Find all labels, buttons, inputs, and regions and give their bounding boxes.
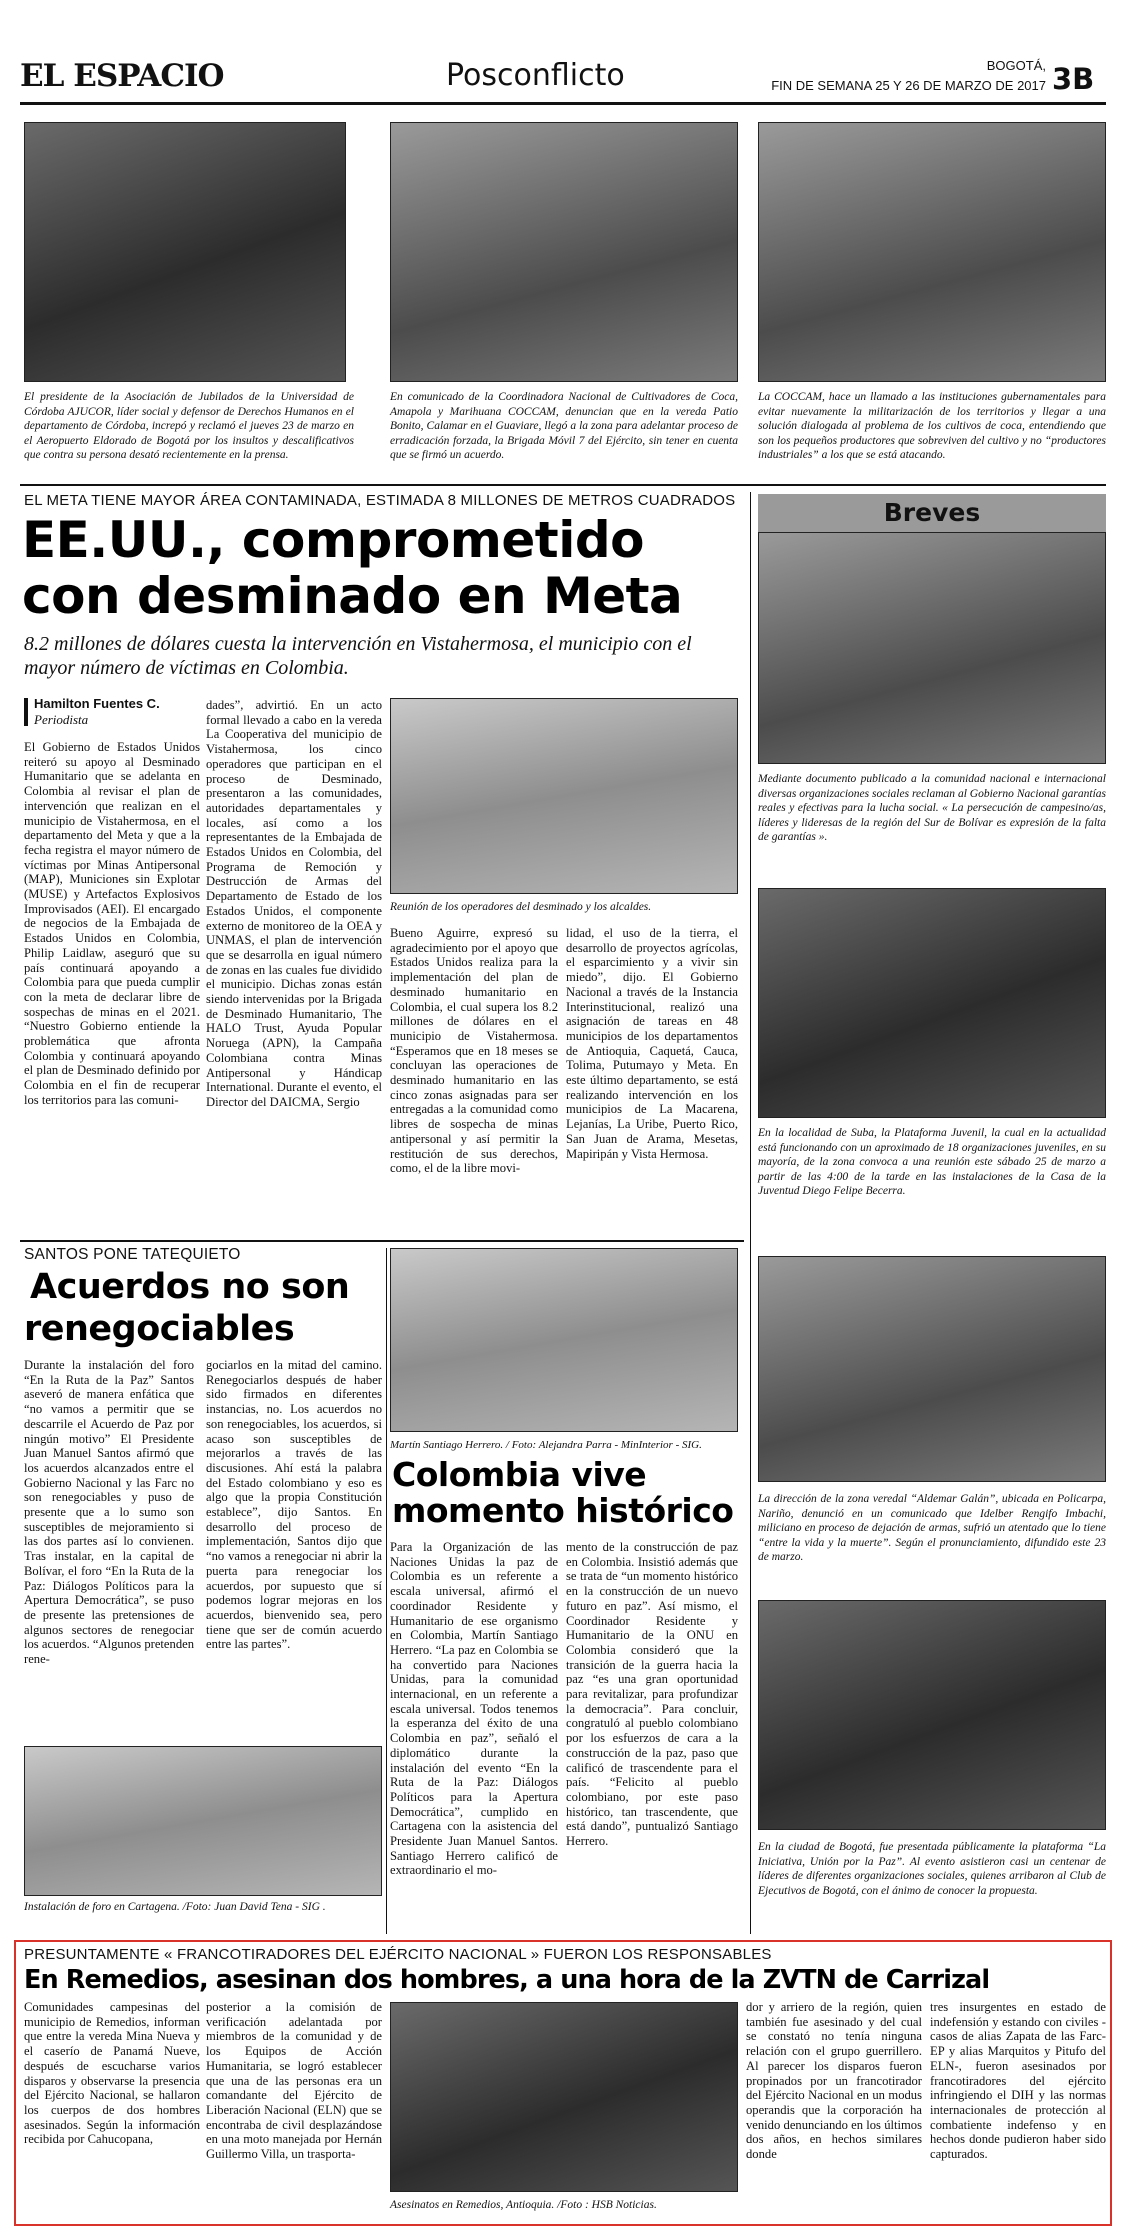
iniciativa-event-photo bbox=[758, 1600, 1106, 1830]
remedios-col-3: dor y arriero de la región, quien también fue asesinado y del cual se constató no tenía ninguna relación con el grupo guerrillero. Al parecer los disparos fueron propinados por un francotirador del Ejército Nacional en un modus operandis que la corporación ha venido denunciando en los últimos dos años, en hechos similares donde bbox=[746, 2000, 922, 2162]
meta-photo-caption: Reunión de los operadores del desminado y los alcaldes. bbox=[390, 901, 652, 913]
remedios-photo-caption: Asesinatos en Remedios, Antioquia. /Foto : HSB Noticias. bbox=[390, 2199, 657, 2211]
policarpa-church-photo bbox=[758, 1256, 1106, 1482]
santos-kicker: SANTOS PONE TATEQUIETO bbox=[24, 1246, 241, 1263]
remedios-crime-scene-photo bbox=[390, 2002, 738, 2192]
colombia-col-1: Para la Organización de las Naciones Unidas la paz de Colombia es un referente a escala universal, afirmó el coordinador Residente y Humanitario de ese organismo en Colombia, Martín Santiago Herrero. “La paz en Colombia se ha convertido para Naciones Unidas, para la comunidad internacional, en un referente a escala universal. Todos tenemos la esperanza del éxito de una Colombia en paz”, señaló el diplomático durante la instalación del evento “En la Ruta de la Paz: Diálogos Políticos para la Apertura Democrática”, cumplido en Cartagena con la asistencia del Presidente Juan Manuel Santos. Santiago Herrero calificó de extraordinario el mo- bbox=[390, 1540, 558, 1878]
breves-caption-4: En la ciudad de Bogotá, fue presentada públicamente la plataforma “La Iniciativa, Unión por la Paz”. Al evento asistieron casi un centenar de líderes de diferentes organizaciones sociales, quienes arribaron al Club de Ejecutivos de Bogotá, con el ánimo de conocer la propuesta. bbox=[758, 1841, 1106, 1897]
suba-youth-photo bbox=[758, 888, 1106, 1118]
masthead-brand: EL ESPACIO bbox=[20, 58, 224, 94]
remedios-col-2: posterior a la comisión de verificación adelantada por miembros de la comunidad y de los Equipos de Acción Humanitaria, se logró establecer que una de las personas era un comandante del Ejército de Liberación Nacional (ELN) que se encontraba de civil desplazándose en una moto manejada por Hernán Guillermo Villa, un trasporta- bbox=[206, 2000, 382, 2162]
remedios-col-1: Comunidades campesinas del municipio de Remedios, informan que entre la vereda Mina Nueva y el caserío de Panamá Nueve, después de escucharse varios disparos y observarse la presencia del Ejército Nacional, se hallaron los cuerpos de dos hombres asesinados. Según la información recibida por Cahucopana, bbox=[24, 2000, 200, 2147]
remedios-kicker: PRESUNTAMENTE « FRANCOTIRADORES DEL EJÉRCITO NACIONAL » FUERON LOS RESPONSABLES bbox=[24, 1946, 772, 1963]
meta-col-1: El Gobierno de Estados Unidos reiteró su apoyo al Desminado Humanitario que se adelanta en Colombia al revisar el plan de intervención que realizan en el municipio de Vistahermosa, en el departamento del Meta y que a la fecha registra el mayor número de víctimas por Minas Antipersonal (MAP), Municiones sin Explotar (MUSE) y Artefactos Explosivos Improvisados (AEI). El encargado de negocios de la Embajada de Estados Unidos en Colombia, Philip Laidlaw, aseguró que su país continuará apoyando a Colombia para que pueda cumplir con la meta de declarar libre de sospechas de minas en el 2021. “Nuestro Gobierno entiende la problemática que afronta Colombia y continuará apoyando el plan de Desminado definido por Colombia en el fin de recuperar los territorios para las comuni- bbox=[24, 740, 200, 1107]
page-number: 3B bbox=[1052, 62, 1095, 96]
top-caption-1: El presidente de la Asociación de Jubilados de la Universidad de Córdoba AJUCOR, líder social y defensor de Derechos Humanos en el departamento de Córdoba, increpó y reclamó el jueves 23 de marzo en el Aeropuerto Eldorado de Bogotá por los insultos y descalificativos que contra su persona desató recientemente en la prensa. bbox=[24, 391, 354, 461]
social-organizations-photo bbox=[758, 532, 1106, 764]
colombia-headline-1: Colombia vive bbox=[392, 1455, 647, 1494]
santos-photo-caption: Instalación de foro en Cartagena. /Foto: Juan David Tena - SIG . bbox=[24, 1901, 326, 1913]
meta-col-2: dades”, advirtió. En un acto formal llevado a cabo en la vereda La Cooperativa del municipio de Vistahermosa, los cinco operadores que participan en el proceso de Desminado, presentaron a las comunidades, autoridades departamentales y locales, así como a los representantes de la Embajada de Estados Unidos en Colombia, del Programa de Remoción y Destrucción de Armas del Departamento de Estado de los Estados Unidos, el componente externo de monitoreo de la OEA y UNMAS, el plan de intervención que se desarrolla en igual número de zonas en las cuales fue dividido el municipio. Dichas zonas están siendo intervenidas por la Brigada de Desminado Humanitario, The HALO Trust, Ayuda Popular Noruega (APN), la Campaña Colombiana contra Minas Antipersonal y Hándicap International. Durante el evento, el Director del DAICMA, Sergio bbox=[206, 698, 382, 1109]
section-title: Posconflicto bbox=[446, 58, 625, 93]
breves-title: Breves bbox=[883, 498, 981, 527]
masthead-city: BOGOTÁ, bbox=[986, 58, 1046, 73]
meta-col-4: lidad, el uso de la tierra, el desarrollo de proyectos agrícolas, el esparcimiento y a vivir sin miedo”, dijo. El Gobierno Nacional a través de la Instancia Interinstitucional, realizó una asignación de tareas en 48 municipios de los departamentos de Antioquia, Caquetá, Cauca, Tolima, Putumayo y Meta. En este último departamento, se está realizando intervención en los municipios de La Macarena, Lejanías, La Uribe, Puerto Rico, San Juan de Arama, Mesetas, Mapiripán y Vista Hermosa. bbox=[566, 926, 738, 1161]
meta-headline-1: EE.UU., comprometido bbox=[22, 511, 644, 569]
meta-author: Hamilton Fuentes C. bbox=[34, 696, 160, 711]
santos-col-2: gociarlos en la mitad del camino. Renegociarlos después de haber sido firmados en diferentes instancias, no. Los acuerdos no son renegociables, los acuerdos, si acaso son susceptibles de mejorarlos a través de las discusiones. Ahí está la palabra del Estado colombiano y eso es algo que la propia Constitución establece”, dijo Santos. En desarrollo del proceso de implementación, Santos dijo que “no vamos a renegociar ni abrir la puerta para renegociar los acuerdos, por supuesto que sí podemos lograr mejoras en los acuerdos, bienvenido sea, pero tiene que ser de común acuerdo entre las partes”. bbox=[206, 1358, 382, 1652]
meta-author-role: Periodista bbox=[34, 712, 89, 727]
colombia-headline-2: momento histórico bbox=[392, 1491, 734, 1530]
santos-headline-2: renegociables bbox=[24, 1309, 295, 1349]
ajucor-leader-photo bbox=[24, 122, 346, 382]
coca-farmer-photo bbox=[390, 122, 738, 382]
meta-col-3: Bueno Aguirre, expresó su agradecimiento por el apoyo que Estados Unidos realiza para la implementación del plan de desminado humanitario en Colombia, el cual supera los 8.2 millones de dólares en el municipio de Vistahermosa. “Esperamos que en 18 meses se concluyan las operaciones de desminado humanitario en las cinco zonas asignadas para ser entregadas a la comunidad como libres de sospecha de minas antipersonal y así permitir la restitución de sus derechos, como, el de la libre movi- bbox=[390, 926, 558, 1176]
top-caption-2: En comunicado de la Coordinadora Nacional de Cultivadores de Coca, Amapola y Marihuana COCCAM, denuncian que en la vereda Patio Bonito, Calamar en el Guaviare, llegó a la zona para adelantar proceso de erradicación forzada, la Brigada Móvil 7 del Ejército, sin tener en cuenta que se firmó un acuerdo. bbox=[390, 391, 738, 461]
demining-meeting-photo bbox=[390, 698, 738, 894]
breves-caption-2: En la localidad de Suba, la Plataforma Juvenil, la cual en la actualidad está funcionando con un aproximado de 18 organizaciones juveniles, en su mayoría, de la zona convoca a una reunión este sábado 25 de marzo a partir de las 4:00 de la tarde en las instalaciones de la Casa de la Juventud Diego Felipe Becerra. bbox=[758, 1127, 1106, 1197]
top-section-rule bbox=[20, 484, 1106, 486]
santos-rule bbox=[20, 1240, 744, 1242]
meta-deck: 8.2 millones de dólares cuesta la intervención en Vistahermosa, el municipio con el mayor número de víctimas en Colombia. bbox=[24, 633, 692, 679]
author-bar bbox=[24, 698, 28, 726]
remedios-headline: En Remedios, asesinan dos hombres, a una hora de la ZVTN de Carrizal bbox=[24, 1965, 990, 1995]
top-caption-3: La COCCAM, hace un llamado a las instituciones gubernamentales para evitar nuevamente la militarización de los territorios y llegar a una solución dialogada al problema de los cultivos de coca, entendiendo que son los pequeños productores que sobreviven del cultivo y no “productores industriales” a los que se está atacando. bbox=[758, 391, 1106, 461]
meta-kicker: EL META TIENE MAYOR ÁREA CONTAMINADA, ESTIMADA 8 MILLONES DE METROS CUADRADOS bbox=[24, 492, 736, 509]
masthead-rule bbox=[20, 102, 1106, 105]
masthead-date: FIN DE SEMANA 25 Y 26 DE MARZO DE 2017 bbox=[771, 78, 1046, 93]
breves-caption-1: Mediante documento publicado a la comunidad nacional e internacional diversas organizaciones sociales reclaman al Gobierno Nacional garantías reales y efectivas para la lucha social. « La persecución de campesino/as, líderes y lideresas de la región del Sur de Bolívar es expresión de la falta de garantías ». bbox=[758, 773, 1106, 843]
colombia-photo-caption: Martín Santiago Herrero. / Foto: Alejandra Parra - MinInterior - SIG. bbox=[390, 1439, 702, 1451]
colombia-col-2: mento de la construcción de paz en Colombia. Insistió además que se trata de “un momento histórico en la construcción de un nuevo futuro en paz”. Así mismo, el Coordinador Residente y Humanitario de la ONU en Colombia consideró que la transición de la guerra hacia la paz “es una gran oportunidad para revitalizar, para profundizar la democracia”. Para concluir, congratuló al pueblo colombiano por los esfuerzos de cara a la construcción de la paz, paso que calificó de trascendente para el país. “Felicito al pueblo colombiano, por este paso histórico, tan trascendente, que está dando”, puntualizó Santiago Herrero. bbox=[566, 1540, 738, 1849]
coca-leaves-photo bbox=[758, 122, 1106, 382]
breves-caption-3: La dirección de la zona veredal “Aldemar Galán”, ubicada en Policarpa, Nariño, denunció en un comunicado que Idelber Rengifo Imbachi, miliciano en proceso de dejación de armas, sufrió un atentado que lo tiene “entre la vida y la muerte”. Según el pronunciamiento, difundido este 23 de marzo. bbox=[758, 1493, 1106, 1563]
santos-headline-1: Acuerdos no son bbox=[30, 1267, 350, 1307]
colombia-divider bbox=[386, 1248, 387, 1934]
meta-headline-2: con desminado en Meta bbox=[22, 567, 683, 625]
santos-col-1: Durante la instalación del foro “En la Ruta de la Paz” Santos aseveró de manera enfática que “no vamos a permitir que se descarrile el Acuerdo de Paz por ningún motivo” El Presidente Juan Manuel Santos afirmó que los acuerdos alcanzados entre el Gobierno Nacional y las Farc no son renegociables y puso de presente que a lo sumo son susceptibles de mejoramiento si las dos partes así lo convienen. Tras instalar, en la capital de Bolívar, el foro “En la Ruta de la Paz: Diálogos Políticos para la Apertura Democrática”, se puso de presente las pretensiones de algunos sectores de renegociar los acuerdos. “Algunos pretenden rene- bbox=[24, 1358, 194, 1667]
cartagena-forum-photo bbox=[24, 1746, 382, 1896]
martin-santiago-photo bbox=[390, 1248, 738, 1432]
remedios-col-4: tres insurgentes en estado de indefensión y estando con civiles -casos de alias Zapata de las Farc-EP y alias Marquitos y Pitufo del ELN-, fueron asesinados por francotiradores del ejército infringiendo el DIH y las normas internacionales de protección al combatiente indefenso y en hechos donde pudieron haber sido capturados. bbox=[930, 2000, 1106, 2162]
sidebar-divider bbox=[750, 492, 751, 1934]
